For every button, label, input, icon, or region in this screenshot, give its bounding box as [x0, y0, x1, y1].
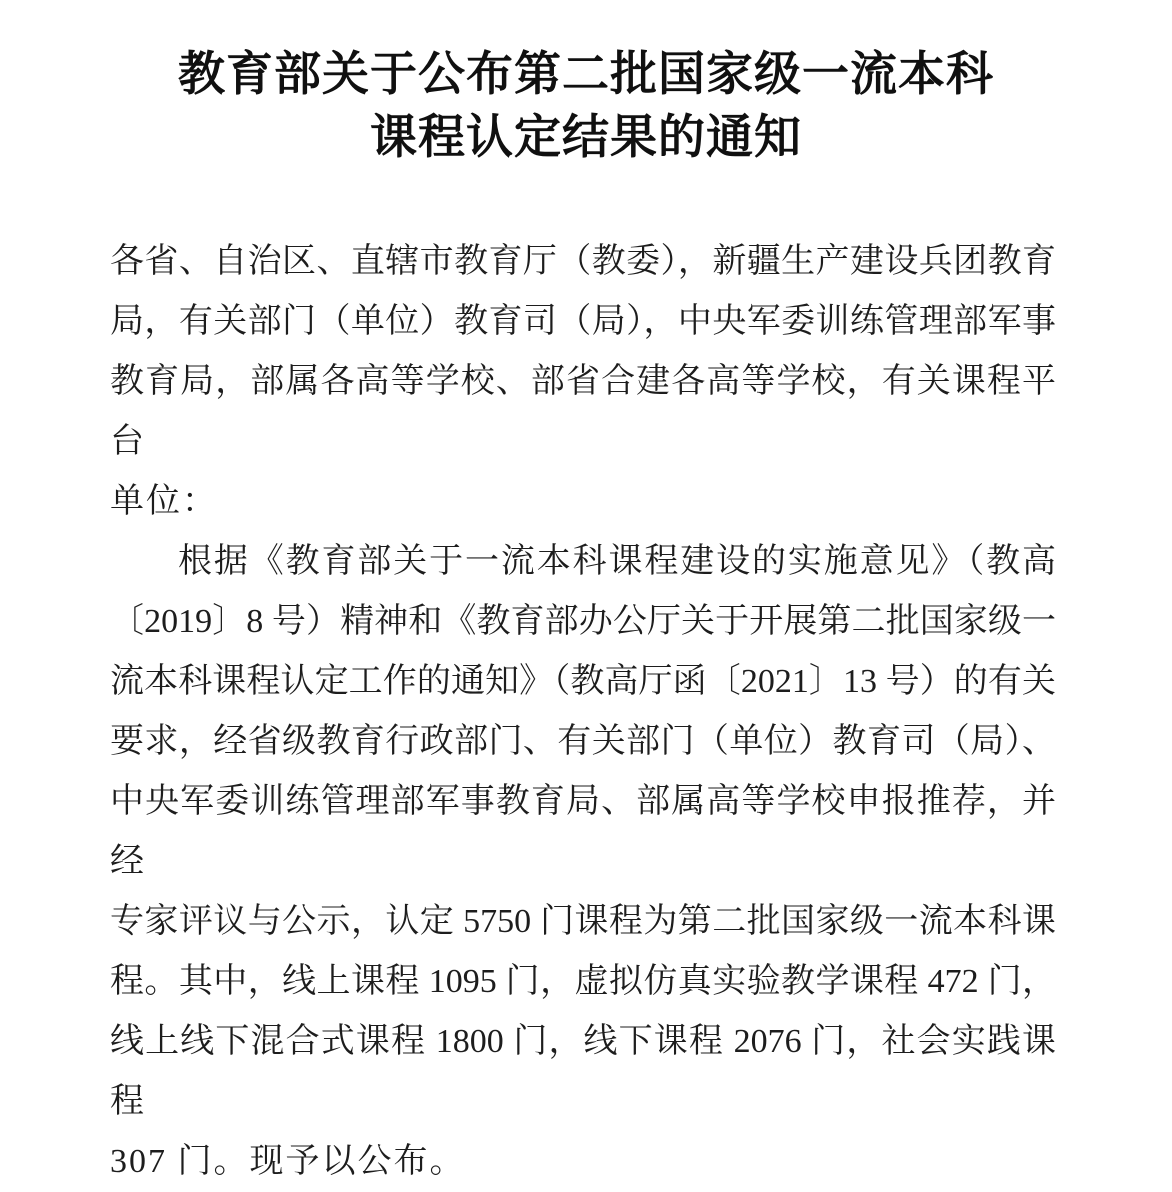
body-line: 根据《教育部关于一流本科课程建设的实施意见》（教高 [178, 543, 1056, 580]
body-line: 教育局，部属各高等学校、部省合建各高等学校，有关课程平台 [110, 363, 1056, 460]
body-line: 专家评议与公示，认定 5750 门课程为第二批国家级一流本科课 [110, 903, 1056, 940]
title-line-2: 课程认定结果的通知 [370, 112, 802, 164]
body-line: 〔2019〕8 号）精神和《教育部办公厅关于开展第二批国家级一 [110, 603, 1056, 640]
body-line: 流本科课程认定工作的通知》（教高厅函〔2021〕13 号）的有关 [110, 663, 1056, 700]
body-line: 线上线下混合式课程 1800 门，线下课程 2076 门，社会实践课程 [110, 1023, 1056, 1120]
body-line: 各省、自治区、直辖市教育厅（教委），新疆生产建设兵团教育 [110, 243, 1056, 280]
body-paragraph [110, 532, 1056, 1192]
body-line: 要求，经省级教育行政部门、有关部门（单位）教育司（局）、 [110, 723, 1056, 760]
body-line: 程。其中，线上课程 1095 门，虚拟仿真实验教学课程 472 门， [110, 963, 1056, 1000]
title-line-1: 教育部关于公布第二批国家级一流本科 [178, 49, 994, 101]
body-line: 中央军委训练管理部军事教育局、部属高等学校申报推荐，并经 [110, 783, 1056, 880]
body-line: 307 门。现予以公布。 [110, 1143, 466, 1180]
body-paragraph [110, 232, 1056, 532]
body-line: 单位： [110, 483, 218, 520]
document-title [0, 44, 1172, 170]
document-body [110, 232, 1056, 1192]
body-line: 局，有关部门（单位）教育司（局），中央军委训练管理部军事 [110, 303, 1056, 340]
